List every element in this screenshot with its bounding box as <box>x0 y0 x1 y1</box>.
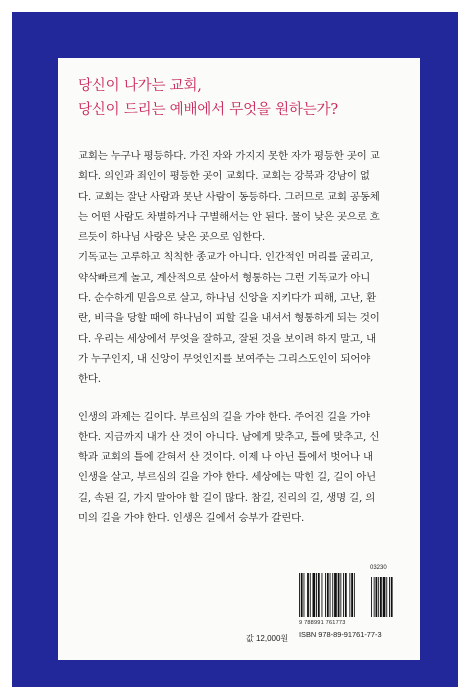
text-line: 가 누구인지, 내 신앙이 무엇인지를 보여주는 그리스도인이 되어야 <box>78 352 371 365</box>
addon-bar <box>386 577 387 617</box>
barcode-bar <box>338 573 340 617</box>
barcode-bar <box>301 573 303 617</box>
barcode-bar <box>316 573 317 617</box>
barcode-bar <box>354 573 355 617</box>
barcode-bar <box>318 573 320 617</box>
text-line: 기독교는 고루하고 칙칙한 종교가 아니다. 인간적인 머리를 굴리고, <box>78 251 374 264</box>
barcode-bar <box>345 573 347 617</box>
addon-bar <box>383 577 386 617</box>
barcode-bar <box>322 573 323 617</box>
barcode-bar <box>351 573 353 617</box>
isbn-label: ISBN 978-89-91761-77-3 <box>299 630 382 639</box>
text-line: 학과 교회의 틀에 갇혀서 산 것이다. 이제 나 아닌 틀에서 벗어나 내 <box>78 451 373 464</box>
barcode-bar <box>325 573 326 617</box>
paragraph <box>78 146 402 247</box>
barcode-bar <box>299 573 300 617</box>
addon-bar <box>376 577 378 617</box>
addon-bar <box>391 577 393 617</box>
barcode-bar <box>334 573 337 617</box>
barcode-bar <box>313 573 316 617</box>
addon-bar <box>389 577 390 617</box>
addon-bar <box>380 577 382 617</box>
barcode-bar <box>340 573 341 617</box>
body-text <box>78 146 402 528</box>
addon-bar <box>378 577 379 617</box>
text-line: 다. 교회는 잘난 사람과 못난 사람이 동등하다. 그러므로 교회 공동체 <box>78 190 380 203</box>
barcode-bar <box>310 573 311 617</box>
paragraph <box>78 407 402 529</box>
text-line: 약삭빠르게 놀고, 계산적으로 살아서 형통하는 그런 기독교가 아니 <box>78 271 371 284</box>
text-line: 란, 비극을 당할 때에 하나님이 피할 길을 내셔서 형통하게 되는 것이 <box>78 312 380 325</box>
text-line: 길, 속된 길, 가지 말아야 할 길이 많다. 참길, 진리의 길, 생명 길, 의 <box>78 491 376 504</box>
addon-code: 03230 <box>370 565 387 571</box>
headline <box>78 74 408 122</box>
text-line: 교회는 누구나 평등하다. 가진 자와 가지지 못한 자가 평등한 곳이 교 <box>78 150 380 162</box>
barcode-number: 9 788991 761773 <box>299 620 346 626</box>
text-line: 인생을 살고, 부르심의 길을 가야 한다. 세상에는 막힌 길, 길이 아닌 <box>78 471 377 484</box>
barcode-bar <box>332 573 333 617</box>
addon-bar <box>374 577 375 617</box>
barcode-bar <box>343 573 344 617</box>
barcode-bar <box>349 573 350 617</box>
headline-line: 당신이 나가는 교회, <box>78 78 202 94</box>
paragraph <box>78 247 402 389</box>
barcode-bar <box>304 573 305 617</box>
text-line: 르듯이 하나님 사랑은 낮은 곳으로 임한다. <box>78 231 266 244</box>
headline-line: 당신이 드리는 예배에서 무엇을 원하는가? <box>78 102 338 118</box>
barcode-bar <box>327 573 329 617</box>
barcode <box>299 573 399 627</box>
text-line: 한다. 지금까지 내가 산 것이 아니다. 남에게 맞추고, 틀에 맞추고, 신 <box>78 430 380 443</box>
text-line: 미의 길을 가야 한다. 인생은 길에서 승부가 갈린다. <box>78 512 305 525</box>
text-line: 회다. 의인과 죄인이 평등한 곳이 교회다. 교회는 강북과 강남이 없 <box>78 170 370 183</box>
text-line: 는 어떤 사람도 차별하거나 구별해서는 안 된다. 물이 낮은 곳으로 흐 <box>78 210 380 223</box>
text-line: 한다. <box>78 373 101 386</box>
barcode-bar <box>307 573 309 617</box>
price-label: 값 12,000원 <box>246 634 289 643</box>
text-line: 인생의 과제는 길이다. 부르심의 길을 가야 한다. 주어진 길을 가야 <box>78 410 370 423</box>
barcode-bar <box>330 573 331 617</box>
addon-bar <box>371 577 372 617</box>
text-line: 다. 우리는 세상에서 무엇을 잘하고, 잘된 것을 보이려 하지 말고, 내 <box>78 332 377 345</box>
text-line: 다. 순수하게 믿음으로 살고, 하나님 신앙을 지키다가 피해, 고난, 환 <box>78 292 377 305</box>
